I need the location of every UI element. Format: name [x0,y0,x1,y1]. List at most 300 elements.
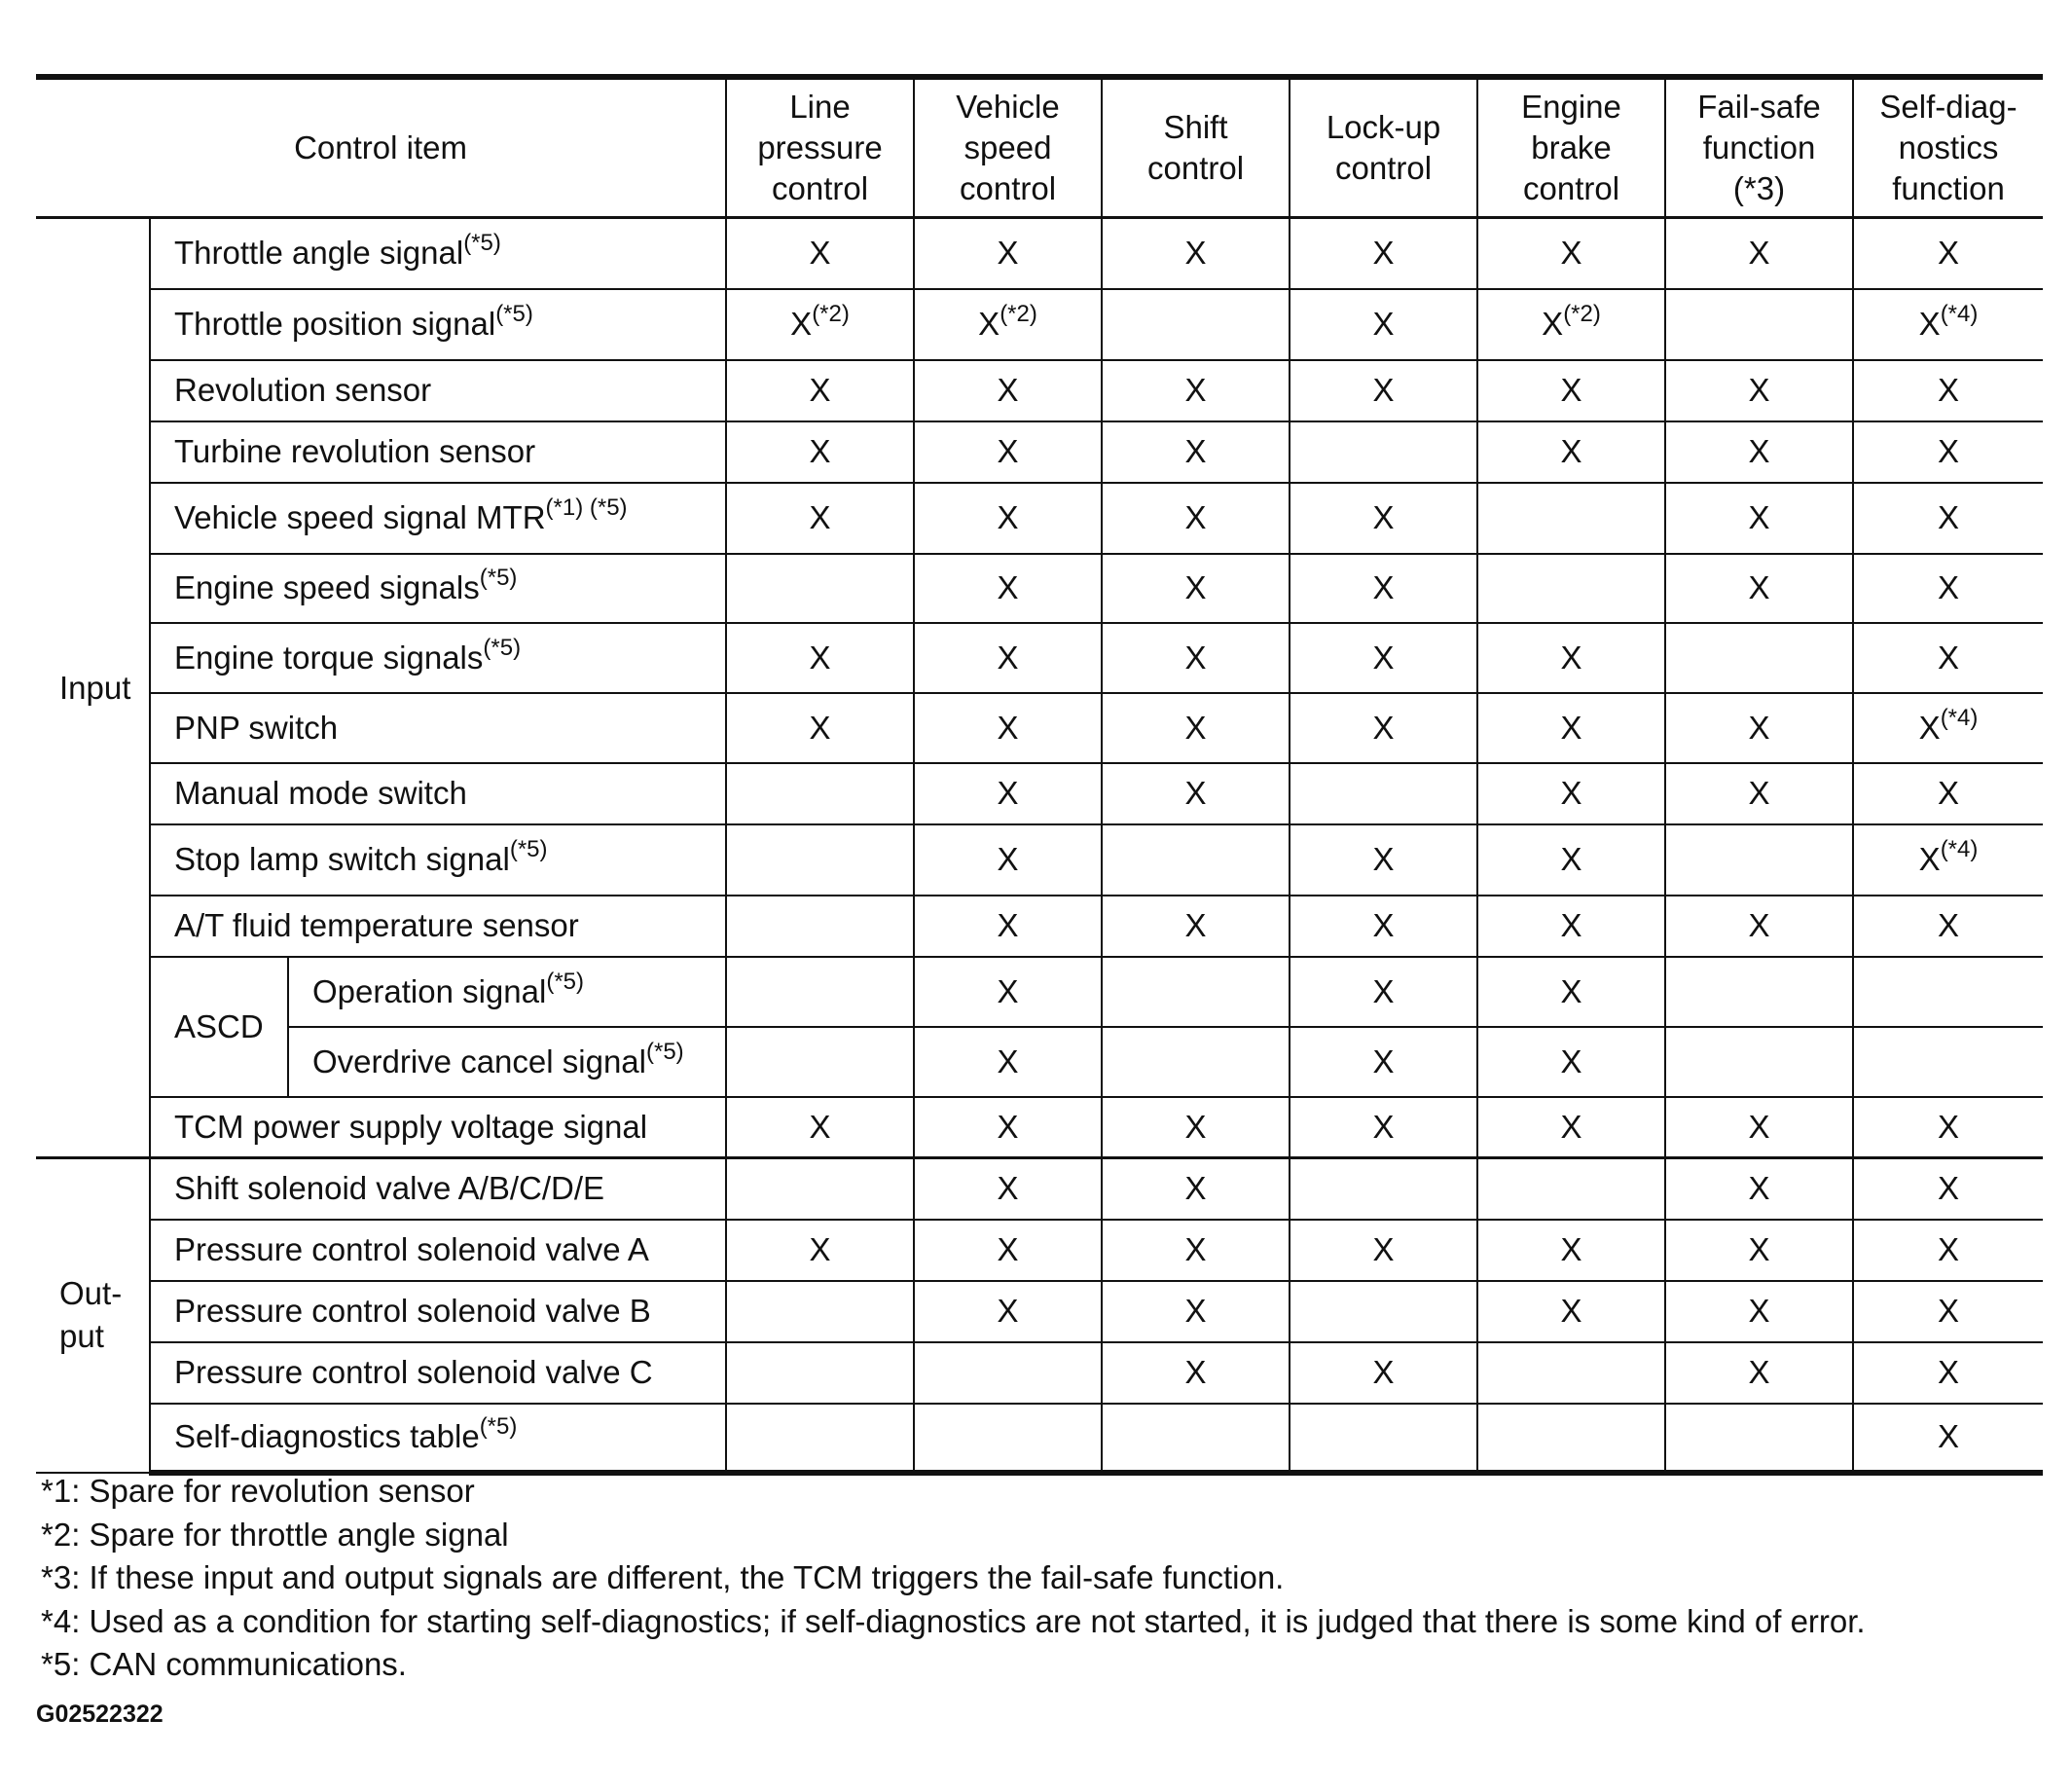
mark-cell [1853,623,2043,693]
mark-cell [726,421,914,483]
mark-cell [1290,1097,1477,1158]
mark-cell [1853,1342,2043,1404]
mark-x: X [1372,1354,1395,1390]
row-label [150,421,726,483]
table-row [36,1404,2043,1473]
mark-x: X [1184,1293,1207,1329]
mark-cell [1853,218,2043,289]
table-row [36,896,2043,957]
mark-x: X [1184,1231,1207,1267]
mark-x: X [1184,499,1207,535]
mark-cell [726,824,914,896]
mark-cell [1853,763,2043,824]
row-label-text: Turbine revolution sensor [174,433,536,469]
mark-cell [914,1281,1102,1342]
mark-cell [1102,1281,1290,1342]
row-label-text: Throttle position signal [174,306,496,342]
mark-x: X [1938,1108,1960,1145]
row-label [150,763,726,824]
control-item-header: Control item [36,77,726,218]
mark-x: X [1560,907,1582,943]
mark-cell [1665,1027,1853,1097]
mark-x: X [1372,306,1395,342]
mark-x: X [1560,1108,1582,1145]
mark-cell [914,360,1102,421]
mark-x: X [1748,1170,1770,1207]
mark-cell [1290,421,1477,483]
mark-x: X [1560,372,1582,408]
row-label-text: Manual mode switch [174,775,467,811]
mark-x: X [1748,1231,1770,1267]
mark-cell [1665,896,1853,957]
mark-x: X [1938,433,1960,469]
mark-cell [914,421,1102,483]
mark-x: X [997,569,1019,605]
table-row [36,824,2043,896]
figure-id: G02522322 [36,1701,164,1728]
mark-cell [1853,1027,2043,1097]
mark-x: X [1560,841,1582,877]
mark-cell [1477,763,1665,824]
table-row [36,1097,2043,1158]
mark-cell [1477,1220,1665,1281]
row-label-text: PNP switch [174,709,339,746]
row-label [150,1342,726,1404]
mark-x: X [1938,1354,1960,1390]
mark-cell [1853,1097,2043,1158]
mark-cell [1665,289,1853,360]
row-label-footnote-ref: (*5) [483,634,522,661]
mark-cell [1665,360,1853,421]
row-label-text: Shift solenoid valve A/B/C/D/E [174,1170,605,1207]
mark-cell [726,1342,914,1404]
row-label [150,360,726,421]
mark-x: X [997,907,1019,943]
mark-cell [1477,1097,1665,1158]
mark-x: X [1184,433,1207,469]
mark-x: X [1560,433,1582,469]
mark-x: X [1748,569,1770,605]
col-header-fail-safe: Fail-safe function (*3) [1665,77,1853,218]
mark-x: X [1372,972,1395,1009]
mark-x: X [1748,709,1770,746]
mark-cell [914,483,1102,554]
mark-x: X [1372,1108,1395,1145]
mark-x: X [1184,569,1207,605]
mark-cell [914,289,1102,360]
mark-cell [1665,1342,1853,1404]
row-label-text: A/T fluid temperature sensor [174,907,579,943]
row-label-text: Pressure control solenoid valve A [174,1231,649,1267]
row-label-footnote-ref: (*5) [463,230,501,257]
mark-cell [1290,693,1477,763]
mark-x: X [1184,1354,1207,1390]
footnote: *5: CAN communications. [41,1646,407,1682]
mark-cell [1102,824,1290,896]
mark-x: X [1560,775,1582,811]
row-label-text: Self-diagnostics table [174,1418,480,1454]
mark-cell [1290,824,1477,896]
mark-x: X [1938,569,1960,605]
mark-x: X [1938,1170,1960,1207]
mark-cell [1853,1158,2043,1220]
mark-x: X [1372,639,1395,676]
mark-cell [914,1220,1102,1281]
row-label-footnote-ref: (*5) [495,301,533,327]
mark-x: X [1748,1354,1770,1390]
mark-x: X [997,1231,1019,1267]
mark-cell [914,1158,1102,1220]
row-label-text: Throttle angle signal [174,235,464,272]
mark-x: X [809,372,831,408]
mark-cell [914,554,1102,623]
mark-cell [1853,360,2043,421]
mark-cell [1102,623,1290,693]
mark-x: X [997,709,1019,746]
group-label-ascd: ASCD [150,957,288,1097]
row-label [150,824,726,896]
mark-x: X [1918,306,1941,342]
mark-cell [1477,1404,1665,1473]
mark-cell [1102,1097,1290,1158]
row-label [288,957,726,1027]
mark-cell [1665,218,1853,289]
mark-cell [726,1097,914,1158]
table-row [36,1281,2043,1342]
mark-cell [914,1404,1102,1473]
mark-x: X [1918,709,1941,746]
mark-x: X [809,709,831,746]
mark-cell [1477,623,1665,693]
row-label [150,1097,726,1158]
mark-cell [1477,824,1665,896]
row-label-text: Overdrive cancel signal [312,1042,646,1079]
mark-x: X [1938,372,1960,408]
mark-x: X [1938,639,1960,676]
row-label-footnote-ref: (*5) [479,565,518,591]
mark-cell [726,1158,914,1220]
mark-cell [1477,218,1665,289]
mark-x: X [997,775,1019,811]
mark-x: X [790,306,813,342]
mark-x: X [809,1231,831,1267]
mark-cell [1290,218,1477,289]
mark-cell [1477,957,1665,1027]
col-header-vehicle-speed: Vehicle speed control [914,77,1102,218]
row-label [150,896,726,957]
mark-cell [1477,483,1665,554]
mark-cell [726,1281,914,1342]
mark-x: X [997,372,1019,408]
mark-x: X [1372,1231,1395,1267]
mark-cell [1665,421,1853,483]
control-item-table [36,74,2043,1476]
mark-x: X [1938,235,1960,272]
row-label-text: Stop lamp switch signal [174,841,510,877]
mark-cell [1102,360,1290,421]
mark-cell [1665,1158,1853,1220]
table-row [36,483,2043,554]
row-label-text: Engine speed signals [174,569,480,605]
mark-x: X [997,433,1019,469]
mark-x: X [1184,235,1207,272]
mark-cell [1102,483,1290,554]
mark-cell [1290,360,1477,421]
mark-cell [1853,693,2043,763]
mark-cell [1853,483,2043,554]
mark-x: X [1372,235,1395,272]
mark-cell [1853,554,2043,623]
mark-cell [1102,421,1290,483]
mark-x: X [1938,1293,1960,1329]
mark-cell [1665,554,1853,623]
row-label [150,1220,726,1281]
mark-x: X [1372,1042,1395,1079]
mark-cell [1665,623,1853,693]
table-row [36,763,2043,824]
mark-x: X [1938,907,1960,943]
mark-cell [726,623,914,693]
mark-cell [1853,1220,2043,1281]
mark-x: X [997,1170,1019,1207]
mark-cell [914,1342,1102,1404]
mark-cell [1102,896,1290,957]
mark-x: X [1938,775,1960,811]
mark-cell [1477,1158,1665,1220]
mark-cell [1102,1027,1290,1097]
col-header-self-diagnostics: Self-diag- nostics function [1853,77,2043,218]
mark-cell [1290,554,1477,623]
mark-cell [726,360,914,421]
row-label-text: TCM power supply voltage signal [174,1108,648,1145]
mark-x: X [1918,841,1941,877]
row-label [288,1027,726,1097]
mark-cell [914,763,1102,824]
col-header-line-pressure: Line pressure control [726,77,914,218]
mark-cell [1102,289,1290,360]
mark-footnote-ref: (*4) [1940,836,1979,862]
mark-x: X [1372,709,1395,746]
mark-cell [1102,218,1290,289]
mark-cell [1665,957,1853,1027]
mark-x: X [1748,372,1770,408]
mark-cell [1290,957,1477,1027]
footnote: *3: If these input and output signals are different, the TCM triggers the fail-safe function. [41,1559,1285,1595]
mark-x: X [1372,569,1395,605]
mark-cell [1102,957,1290,1027]
mark-x: X [1938,1418,1960,1454]
mark-footnote-ref: (*4) [1940,301,1979,327]
row-label [150,693,726,763]
row-label [150,554,726,623]
row-label-footnote-ref: (*5) [546,968,584,995]
table-row [36,218,2043,289]
header-row [36,77,2043,218]
footnotes [41,1470,2046,1687]
mark-x: X [1748,433,1770,469]
table-row [36,554,2043,623]
table-row [36,693,2043,763]
mark-cell [1665,693,1853,763]
mark-x: X [997,841,1019,877]
row-label-text: Vehicle speed signal MTR [174,499,546,535]
row-label-text: Pressure control solenoid valve B [174,1293,651,1329]
mark-cell [1853,896,2043,957]
row-label-footnote-ref: (*5) [646,1038,684,1065]
row-label [150,483,726,554]
mark-cell [1290,896,1477,957]
mark-x: X [1560,639,1582,676]
mark-cell [914,824,1102,896]
row-label-footnote-ref: (*1) (*5) [545,494,628,521]
mark-cell [914,957,1102,1027]
mark-cell [1853,421,2043,483]
mark-cell [1290,1220,1477,1281]
mark-x: X [997,499,1019,535]
mark-x: X [809,235,831,272]
row-label-footnote-ref: (*5) [479,1413,518,1440]
mark-cell [726,1027,914,1097]
mark-cell [726,289,914,360]
mark-x: X [1372,372,1395,408]
mark-cell [1853,1281,2043,1342]
mark-cell [1102,1342,1290,1404]
mark-cell [1477,289,1665,360]
mark-cell [1290,1027,1477,1097]
mark-cell [726,1220,914,1281]
mark-cell [1102,693,1290,763]
mark-cell [726,218,914,289]
mark-cell [1665,483,1853,554]
mark-cell [914,623,1102,693]
mark-x: X [809,499,831,535]
table-row [36,1158,2043,1220]
mark-cell [726,896,914,957]
mark-cell [1477,896,1665,957]
table-row [36,360,2043,421]
table-row [36,289,2043,360]
mark-cell [1665,1281,1853,1342]
mark-cell [1290,1158,1477,1220]
mark-cell [726,763,914,824]
mark-x: X [1560,1231,1582,1267]
col-header-engine-brake: Engine brake control [1477,77,1665,218]
group-label-output: Out- put [36,1158,150,1473]
mark-cell [1290,623,1477,693]
table-row [36,421,2043,483]
mark-x: X [1184,1170,1207,1207]
row-label [150,623,726,693]
mark-footnote-ref: (*2) [1000,301,1037,327]
mark-x: X [1372,841,1395,877]
mark-cell [1477,360,1665,421]
mark-cell [914,693,1102,763]
mark-x: X [1560,235,1582,272]
mark-x: X [1184,709,1207,746]
mark-cell [914,1097,1102,1158]
mark-footnote-ref: (*4) [1940,704,1979,731]
mark-x: X [997,235,1019,272]
mark-x: X [1938,1231,1960,1267]
mark-cell [914,1027,1102,1097]
mark-cell [726,483,914,554]
mark-cell [1853,957,2043,1027]
table-row [36,1220,2043,1281]
mark-cell [1477,693,1665,763]
mark-x: X [1560,972,1582,1009]
mark-x: X [1184,775,1207,811]
mark-cell [914,218,1102,289]
group-label-input: Input [36,218,150,1158]
mark-footnote-ref: (*2) [1563,301,1601,327]
mark-cell [1665,763,1853,824]
mark-cell [1477,1027,1665,1097]
mark-x: X [1748,1108,1770,1145]
mark-x: X [1560,709,1582,746]
mark-cell [1290,763,1477,824]
footnote: *2: Spare for throttle angle signal [41,1516,509,1553]
row-label-text: Pressure control solenoid valve C [174,1354,653,1390]
mark-x: X [997,1042,1019,1079]
mark-cell [1665,1220,1853,1281]
mark-x: X [1542,306,1564,342]
mark-cell [1665,824,1853,896]
mark-x: X [809,639,831,676]
mark-x: X [1748,235,1770,272]
mark-x: X [997,972,1019,1009]
mark-x: X [997,1108,1019,1145]
footnote: *1: Spare for revolution sensor [41,1473,475,1509]
mark-x: X [1184,639,1207,676]
mark-x: X [1184,372,1207,408]
row-label [150,1158,726,1220]
mark-cell [1853,824,2043,896]
mark-x: X [1938,499,1960,535]
mark-cell [1477,421,1665,483]
table-body [36,218,2043,1473]
mark-cell [1853,1404,2043,1473]
mark-cell [1290,289,1477,360]
mark-x: X [1560,1042,1582,1079]
mark-cell [726,1404,914,1473]
mark-cell [1290,1281,1477,1342]
mark-cell [1102,1158,1290,1220]
mark-x: X [1560,1293,1582,1329]
mark-cell [1290,1342,1477,1404]
mark-cell [726,957,914,1027]
mark-cell [1665,1097,1853,1158]
row-label [150,1404,726,1473]
col-header-lock-up: Lock-up control [1290,77,1477,218]
table-row [36,957,2043,1027]
mark-x: X [997,639,1019,676]
mark-cell [1477,1342,1665,1404]
mark-cell [1477,554,1665,623]
mark-x: X [809,1108,831,1145]
row-label-footnote-ref: (*5) [509,836,548,862]
mark-cell [1102,554,1290,623]
mark-x: X [997,1293,1019,1329]
mark-cell [1290,483,1477,554]
mark-x: X [809,433,831,469]
row-label [150,289,726,360]
mark-cell [1665,1404,1853,1473]
table-row [36,1027,2043,1097]
row-label-text: Engine torque signals [174,639,484,676]
mark-x: X [1372,499,1395,535]
mark-cell [1477,1281,1665,1342]
mark-cell [1853,289,2043,360]
